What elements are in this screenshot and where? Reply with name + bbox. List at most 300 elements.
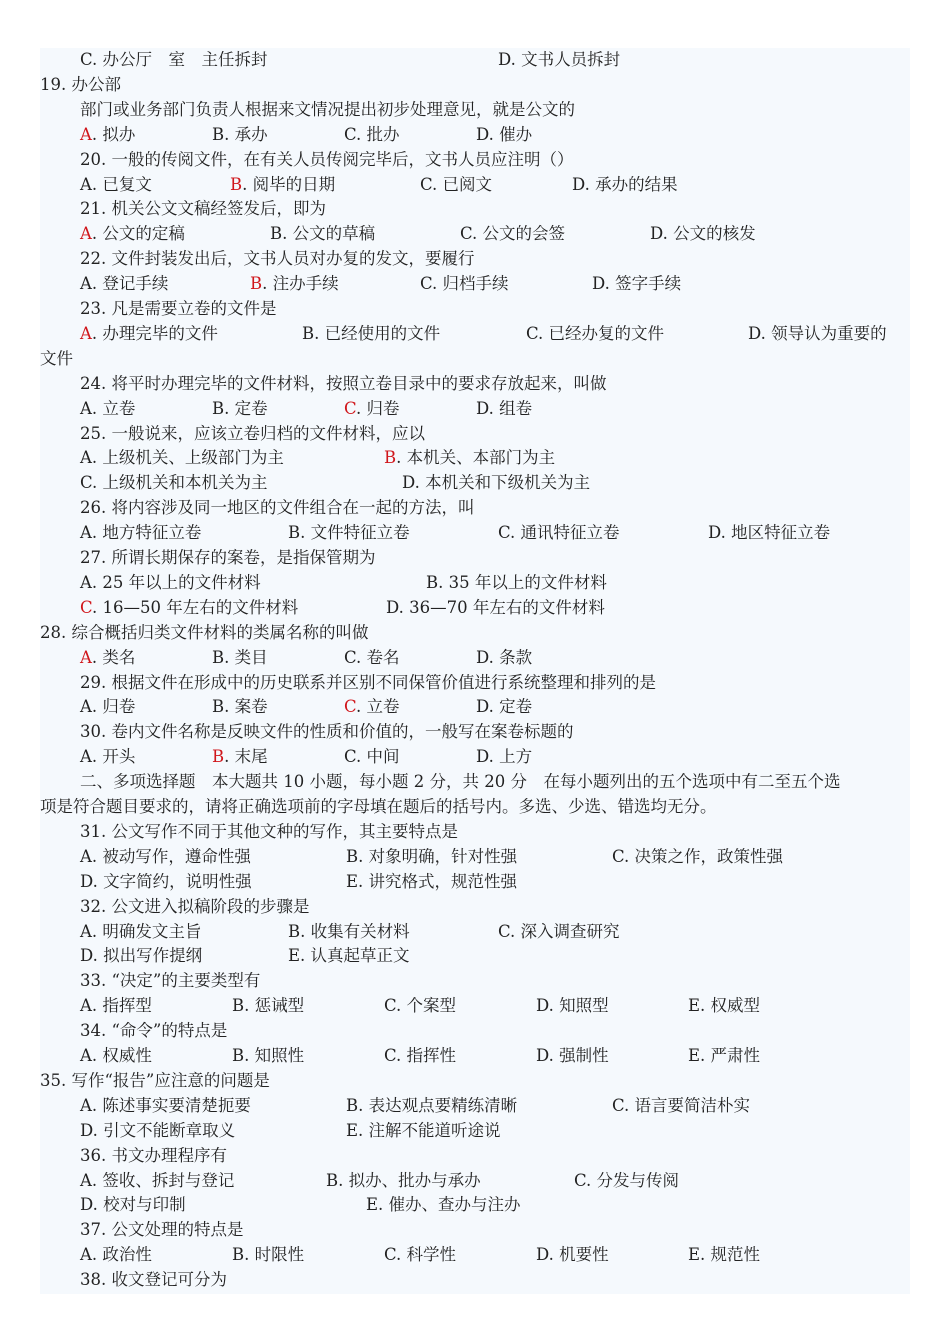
segment-text: . 通讯特征立卷 xyxy=(510,523,620,543)
option-text xyxy=(346,1119,501,1143)
text-line xyxy=(40,521,910,545)
option-letter: D xyxy=(80,871,93,891)
segment-text: . 公文的会签 xyxy=(472,224,566,244)
option-text xyxy=(80,471,268,495)
option-letter: C xyxy=(344,124,357,144)
segment-text: . 陈述事实要清楚扼要 xyxy=(91,1095,251,1115)
segment-text: . 组卷 xyxy=(488,398,533,418)
text-line xyxy=(40,446,910,470)
question-text xyxy=(80,546,376,570)
segment-text: . 领导认为重要的 xyxy=(760,323,887,343)
segment-text: . 36—70 年左右的文件材料 xyxy=(398,597,605,617)
text-line xyxy=(40,98,910,122)
text-line xyxy=(40,1094,910,1118)
segment-text: . 权威型 xyxy=(700,996,761,1016)
option-text xyxy=(688,994,760,1018)
segment-text: . 地区特征立卷 xyxy=(720,523,831,543)
text-line xyxy=(40,596,910,620)
option-letter: E xyxy=(688,1245,701,1265)
option-letter: A xyxy=(80,921,92,941)
option-letter: A xyxy=(80,274,92,294)
question-text xyxy=(80,720,574,744)
segment-text: . 注解不能道听途说 xyxy=(358,1120,501,1140)
option-letter: C xyxy=(460,224,473,244)
segment-text: . 决策之作，政策性强 xyxy=(624,846,784,866)
option-text xyxy=(536,1044,609,1068)
text-line xyxy=(40,471,910,495)
text-line xyxy=(40,1069,910,1093)
segment-text: 30. 卷内文件名称是反映文件的性质和价值的，一般写在案卷标题的 xyxy=(80,722,574,742)
segment-text: . 分发与传阅 xyxy=(586,1170,680,1190)
option-letter: C xyxy=(420,174,433,194)
option-letter: B xyxy=(232,996,245,1016)
option-text xyxy=(80,322,218,346)
text-line xyxy=(40,845,910,869)
option-text xyxy=(612,845,783,869)
segment-text: . 严肃性 xyxy=(700,1046,761,1065)
option-text xyxy=(498,920,620,944)
question-text xyxy=(80,372,607,396)
option-letter: D xyxy=(476,747,489,767)
question-text xyxy=(80,496,475,520)
text-line xyxy=(40,571,910,595)
option-text xyxy=(612,1094,750,1118)
question-text xyxy=(80,770,840,794)
option-text xyxy=(384,1044,456,1068)
option-text xyxy=(498,521,620,545)
segment-text: 32. 公文进入拟稿阶段的步骤是 xyxy=(80,896,310,916)
segment-text: . 25 年以上的文件材料 xyxy=(91,572,261,592)
option-text xyxy=(344,646,400,670)
segment-text: . 知照性 xyxy=(244,1046,305,1065)
text-line xyxy=(40,1119,910,1143)
text-line xyxy=(40,372,910,396)
text-line xyxy=(40,994,910,1018)
option-text xyxy=(80,123,135,147)
segment-text: . 公文的核发 xyxy=(662,224,756,244)
segment-text: . 上级机关和本机关为主 xyxy=(92,473,268,493)
text-line xyxy=(40,671,910,695)
option-text xyxy=(212,646,268,670)
option-letter: C xyxy=(344,747,357,767)
option-text xyxy=(212,695,268,719)
segment-text: 28. 综合概括归类文件材料的类属名称的叫做 xyxy=(40,622,369,642)
question-text xyxy=(40,1069,270,1093)
answer-letter: A xyxy=(80,224,92,244)
option-text xyxy=(344,695,400,719)
segment-text: 二、多项选择题 本大题共 10 小题，每小题 2 分，共 20 分 在每小题列出的五个选项中有二至五个选 xyxy=(80,772,841,792)
option-text xyxy=(688,1243,760,1267)
option-text xyxy=(80,695,135,719)
option-text xyxy=(80,920,201,944)
question-text xyxy=(80,148,574,172)
question-text xyxy=(80,1144,227,1168)
option-text xyxy=(80,272,168,296)
option-text xyxy=(80,1044,152,1068)
text-line xyxy=(40,546,910,570)
option-text xyxy=(80,1094,251,1118)
option-text xyxy=(344,745,400,769)
segment-text: 24. 将平时办理完毕的文件材料，按照立卷目录中的要求存放起来，叫做 xyxy=(80,373,607,393)
segment-text: 20. 一般的传阅文件，在有关人员传阅完毕后，文书人员应注明（） xyxy=(80,149,574,169)
segment-text: . 公文的定稿 xyxy=(91,224,185,244)
option-letter: B xyxy=(270,224,283,244)
option-letter: D xyxy=(498,50,511,69)
option-letter: B xyxy=(326,1170,339,1190)
option-letter: C xyxy=(498,921,511,941)
option-text xyxy=(708,521,830,545)
option-letter: D xyxy=(476,124,489,144)
segment-text: . 已经使用的文件 xyxy=(314,323,441,343)
option-text xyxy=(748,322,887,346)
option-text xyxy=(536,994,609,1018)
segment-text: . 文件特征立卷 xyxy=(300,523,410,543)
segment-text: . 登记手续 xyxy=(91,274,169,294)
segment-text: 25. 一般说来，应该立卷归档的文件材料，应以 xyxy=(80,423,425,443)
text-line xyxy=(40,73,910,97)
option-letter: C xyxy=(612,1095,625,1115)
option-text xyxy=(80,397,135,421)
text-line xyxy=(40,322,910,346)
option-text xyxy=(592,272,681,296)
option-text xyxy=(384,446,555,470)
option-text xyxy=(476,646,532,670)
segment-text: . 定卷 xyxy=(224,398,268,418)
option-text xyxy=(80,222,185,246)
text-line xyxy=(40,397,910,421)
segment-text: 33. “决定”的主要类型有 xyxy=(80,971,261,991)
segment-text: . 表达观点要精练清晰 xyxy=(358,1095,518,1115)
text-line xyxy=(40,1044,910,1068)
option-text xyxy=(344,397,400,421)
text-line xyxy=(40,745,910,769)
segment-text: . 开头 xyxy=(91,747,136,767)
option-text xyxy=(346,1094,517,1118)
segment-text: . 收集有关材料 xyxy=(300,921,410,941)
option-letter: B xyxy=(232,1245,245,1265)
option-text xyxy=(80,845,251,869)
option-letter: E xyxy=(366,1195,379,1215)
option-text xyxy=(232,1243,304,1267)
option-letter: C xyxy=(384,1245,397,1265)
segment-text: . 归卷 xyxy=(91,697,136,717)
text-line xyxy=(40,247,910,271)
option-letter: B xyxy=(346,846,359,866)
option-text xyxy=(326,1169,481,1193)
segment-text: . 科学性 xyxy=(396,1245,457,1265)
segment-text: 23. 凡是需要立卷的文件是 xyxy=(80,299,277,318)
option-letter: B xyxy=(288,921,301,941)
option-text xyxy=(402,471,590,495)
option-text xyxy=(80,521,201,545)
segment-text: . 立卷 xyxy=(356,697,400,717)
text-line xyxy=(40,1144,910,1168)
option-text xyxy=(420,272,509,296)
segment-text: . 归卷 xyxy=(356,398,400,418)
text-line xyxy=(40,770,910,794)
option-letter: B xyxy=(302,323,315,343)
option-letter: D xyxy=(476,398,489,418)
option-letter: D xyxy=(536,996,549,1016)
option-text xyxy=(80,48,268,72)
segment-text: . 拟办 xyxy=(91,124,136,144)
segment-text: 27. 所谓长期保存的案卷，是指保管期为 xyxy=(80,548,376,567)
option-letter: A xyxy=(80,697,92,717)
text-line xyxy=(40,870,910,894)
segment-text: . 本机关和下级机关为主 xyxy=(414,473,591,493)
answer-letter: C xyxy=(344,697,357,717)
segment-text: . 讲究格式，规范性强 xyxy=(358,871,518,891)
segment-text: 36. 书文办理程序有 xyxy=(80,1145,227,1165)
text-line xyxy=(40,148,910,172)
segment-text: . 上方 xyxy=(488,747,533,767)
text-line xyxy=(40,820,910,844)
option-letter: D xyxy=(386,597,399,617)
segment-text: . 深入调查研究 xyxy=(510,921,620,941)
segment-text: . 对象明确，针对性强 xyxy=(358,846,518,866)
option-letter: C xyxy=(612,846,625,866)
option-letter: A xyxy=(80,174,92,194)
option-letter: D xyxy=(536,1245,549,1265)
question-text xyxy=(80,1268,227,1292)
option-letter: C xyxy=(384,1046,397,1065)
option-letter: C xyxy=(80,473,93,493)
option-letter: B xyxy=(212,647,225,667)
question-text xyxy=(80,1218,244,1242)
question-text xyxy=(80,422,425,446)
segment-text: 项是符合题目要求的，请将正确选项前的字母填在题后的括号内。多选、少选、错选均无分。 xyxy=(40,797,717,816)
option-letter: B xyxy=(232,1046,245,1065)
option-text xyxy=(232,1044,304,1068)
option-text xyxy=(80,173,152,197)
segment-text: . 地方特征立卷 xyxy=(91,523,202,543)
answer-letter: C xyxy=(344,398,357,418)
option-text xyxy=(270,222,375,246)
segment-text: . 类名 xyxy=(91,647,136,667)
segment-text: . 明确发文主旨 xyxy=(91,921,202,941)
option-text xyxy=(80,870,252,894)
text-line xyxy=(40,646,910,670)
option-letter: B xyxy=(212,697,225,717)
segment-text: . 拟出写作提纲 xyxy=(92,946,203,966)
segment-text: . 校对与印制 xyxy=(92,1195,186,1215)
option-text xyxy=(536,1243,609,1267)
option-text xyxy=(80,1119,235,1143)
question-text xyxy=(40,347,73,371)
option-text xyxy=(80,944,202,968)
segment-text: . 文书人员拆封 xyxy=(510,50,621,69)
option-text xyxy=(212,397,268,421)
text-line xyxy=(40,895,910,919)
text-line xyxy=(40,621,910,645)
question-text xyxy=(80,671,656,695)
option-text xyxy=(80,1243,152,1267)
option-letter: A xyxy=(80,747,92,767)
option-letter: D xyxy=(536,1046,549,1065)
segment-text: . 上级机关、上级部门为主 xyxy=(91,448,284,468)
segment-text: . 立卷 xyxy=(91,398,136,418)
segment-text: 部门或业务部门负责人根据来文情况提出初步处理意见，就是公文的 xyxy=(80,99,575,119)
segment-text: . 已阅文 xyxy=(432,174,493,194)
question-text xyxy=(80,297,277,321)
option-text xyxy=(476,397,532,421)
text-line xyxy=(40,1169,910,1193)
text-line xyxy=(40,197,910,221)
segment-text: . 指挥型 xyxy=(91,996,152,1016)
question-text xyxy=(80,98,575,122)
segment-text: . 文字简约，说明性强 xyxy=(92,871,252,891)
segment-text: . 拟办、批办与承办 xyxy=(338,1170,481,1190)
answer-letter: A xyxy=(80,323,92,343)
text-line xyxy=(40,969,910,993)
option-text xyxy=(80,596,298,620)
text-line xyxy=(40,173,910,197)
question-text xyxy=(40,795,717,819)
text-line xyxy=(40,1019,910,1043)
text-line xyxy=(40,1268,910,1292)
text-line xyxy=(40,496,910,520)
segment-text: . 认真起草正文 xyxy=(300,946,410,966)
segment-text: 37. 公文处理的特点是 xyxy=(80,1220,244,1240)
answer-letter: B xyxy=(250,274,263,294)
answer-letter: B xyxy=(212,747,225,767)
option-text xyxy=(346,845,517,869)
segment-text: . 签收、拆封与登记 xyxy=(91,1170,235,1190)
segment-text: . 办理完毕的文件 xyxy=(91,323,218,343)
option-letter: E xyxy=(688,1046,701,1065)
segment-text: . 类目 xyxy=(224,647,268,667)
option-text xyxy=(460,222,565,246)
option-text xyxy=(526,322,664,346)
segment-text: . 16—50 年左右的文件材料 xyxy=(92,597,299,617)
option-text xyxy=(426,571,607,595)
segment-text: . 已复文 xyxy=(91,174,152,194)
question-text xyxy=(40,621,369,645)
option-text xyxy=(688,1044,760,1068)
segment-text: 21. 机关公文文稿经签发后，即为 xyxy=(80,199,326,219)
option-text xyxy=(80,1169,234,1193)
text-line xyxy=(40,1193,910,1217)
option-letter: C xyxy=(420,274,433,294)
option-letter: C xyxy=(526,323,539,343)
option-letter: D xyxy=(572,174,585,194)
text-line xyxy=(40,347,910,371)
text-line xyxy=(40,1218,910,1242)
option-letter: C xyxy=(80,50,93,69)
option-text xyxy=(80,571,261,595)
option-letter: A xyxy=(80,1245,92,1265)
option-letter: D xyxy=(80,946,93,966)
option-letter: D xyxy=(476,647,489,667)
segment-text: . 已经办复的文件 xyxy=(538,323,665,343)
segment-text: . 卷名 xyxy=(356,647,400,667)
segment-text: . 强制性 xyxy=(548,1046,609,1065)
option-text xyxy=(80,1193,186,1217)
question-text xyxy=(80,969,260,993)
text-line xyxy=(40,720,910,744)
option-text xyxy=(344,123,400,147)
option-letter: D xyxy=(650,224,663,244)
option-letter: C xyxy=(384,996,397,1016)
option-text xyxy=(230,173,335,197)
option-text xyxy=(212,123,268,147)
option-text xyxy=(80,646,135,670)
text-line xyxy=(40,795,910,819)
segment-text: . 机要性 xyxy=(548,1245,609,1265)
option-letter: B xyxy=(288,523,301,543)
text-line xyxy=(40,1243,910,1267)
question-text xyxy=(80,895,310,919)
text-line xyxy=(40,272,910,296)
option-letter: D xyxy=(80,1120,93,1140)
text-line xyxy=(40,920,910,944)
segment-text: . 指挥性 xyxy=(396,1046,457,1065)
option-letter: A xyxy=(80,572,92,592)
option-text xyxy=(80,745,135,769)
option-text xyxy=(476,745,532,769)
segment-text: . 公文的草稿 xyxy=(282,224,376,244)
segment-text: . 案卷 xyxy=(224,697,268,717)
segment-text: 26. 将内容涉及同一地区的文件组合在一起的方法，叫 xyxy=(80,498,475,518)
segment-text: . 阅毕的日期 xyxy=(242,174,336,194)
segment-text: . 末尾 xyxy=(224,747,268,767)
option-text xyxy=(212,745,268,769)
segment-text: . 政治性 xyxy=(91,1245,152,1265)
option-letter: D xyxy=(402,473,415,493)
option-text xyxy=(572,173,678,197)
segment-text: 34. “命令”的特点是 xyxy=(80,1021,228,1041)
segment-text: . 承办 xyxy=(224,124,268,144)
option-letter: C xyxy=(574,1170,587,1190)
option-letter: B xyxy=(426,572,439,592)
option-text xyxy=(80,994,152,1018)
segment-text: . 注办手续 xyxy=(262,274,339,294)
option-letter: A xyxy=(80,398,92,418)
option-letter: E xyxy=(346,1120,359,1140)
segment-text: . 办公厅 室 主任拆封 xyxy=(92,50,268,69)
segment-text: . 定卷 xyxy=(488,697,533,717)
text-line xyxy=(40,222,910,246)
option-text xyxy=(384,1243,456,1267)
option-letter: E xyxy=(288,946,301,966)
segment-text: . 引文不能断章取义 xyxy=(92,1120,236,1140)
option-letter: D xyxy=(748,323,761,343)
segment-text: . 中间 xyxy=(356,747,400,767)
answer-letter: C xyxy=(80,597,93,617)
option-letter: D xyxy=(708,523,721,543)
segment-text: . 规范性 xyxy=(700,1245,761,1265)
option-letter: A xyxy=(80,996,92,1016)
segment-text: . 时限性 xyxy=(244,1245,305,1265)
segment-text: 文件 xyxy=(40,348,73,368)
option-letter: D xyxy=(476,697,489,717)
option-text xyxy=(384,994,456,1018)
option-letter: E xyxy=(688,996,701,1016)
option-text xyxy=(288,944,410,968)
segment-text: . 权威性 xyxy=(91,1046,152,1065)
option-text xyxy=(650,222,756,246)
option-letter: C xyxy=(344,647,357,667)
segment-text: . 催办、查办与注办 xyxy=(378,1195,521,1215)
option-letter: E xyxy=(346,871,359,891)
segment-text: . 归档手续 xyxy=(432,274,509,294)
option-text xyxy=(498,48,620,72)
segment-text: 19. 办公部 xyxy=(40,74,121,94)
option-text xyxy=(574,1169,679,1193)
segment-text: . 惩诫型 xyxy=(244,996,305,1016)
segment-text: 22. 文件封装发出后，文书人员对办复的发文，要履行 xyxy=(80,249,475,269)
option-letter: B xyxy=(212,398,225,418)
